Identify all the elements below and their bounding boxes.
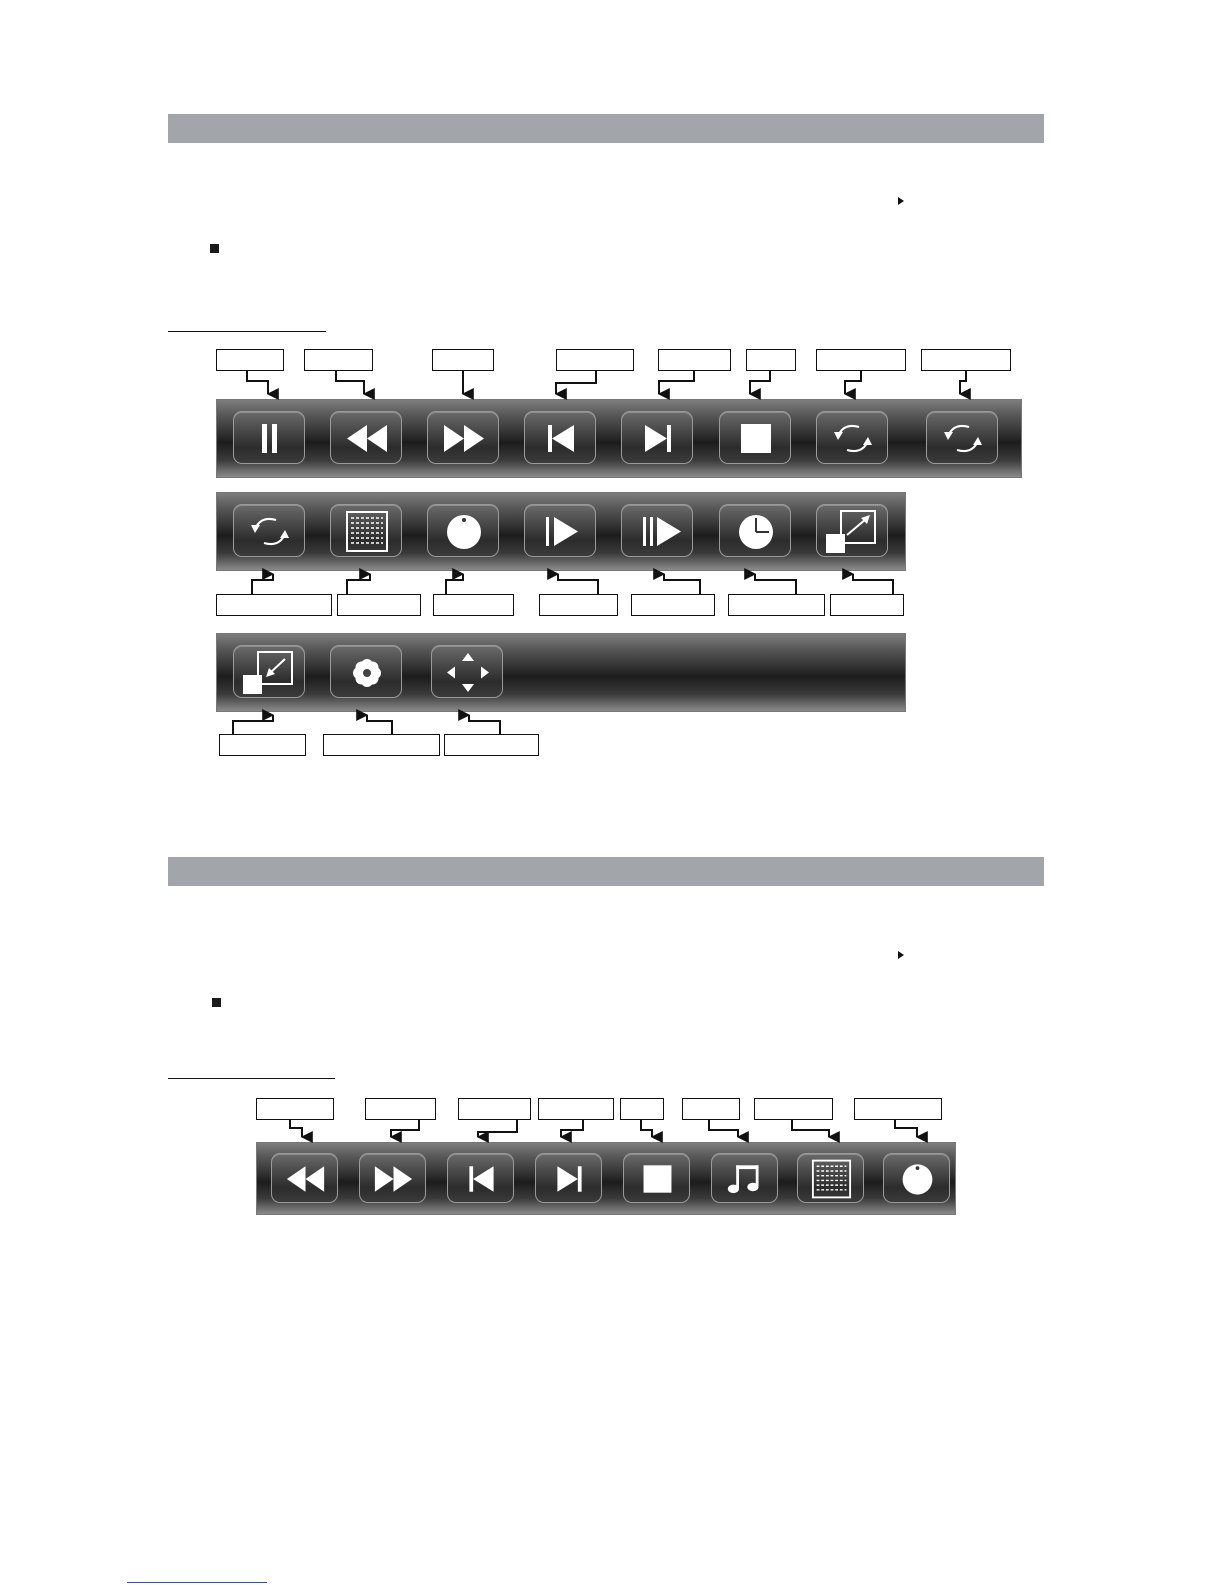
navigation-arrows-icon [432, 646, 504, 699]
settings-gear-icon [331, 646, 403, 699]
repeat-ab-button[interactable] [926, 411, 998, 464]
label-box-pause [216, 349, 284, 371]
volume-knob-icon [884, 1154, 951, 1204]
label-box-skip-previous [458, 1098, 531, 1120]
label-box-skip-previous [556, 349, 634, 371]
pause-button[interactable] [233, 411, 305, 464]
label-box-volume [433, 594, 514, 616]
skip-next-button[interactable] [535, 1153, 602, 1203]
label-box-repeat [816, 349, 906, 371]
playlist-icon [798, 1154, 865, 1204]
section-header-bar-2 [168, 857, 1044, 886]
skip-next-button[interactable] [621, 411, 693, 464]
pause-icon [234, 412, 306, 465]
bullet-square-icon [210, 244, 219, 253]
repeat-button[interactable] [816, 411, 888, 464]
stop-icon [624, 1154, 691, 1204]
slow-play-button[interactable] [621, 504, 693, 557]
label-box-zoom-in [830, 594, 904, 616]
fast-forward-button[interactable] [359, 1153, 426, 1203]
rewind-button[interactable] [271, 1153, 338, 1203]
zoom-in-icon [817, 505, 889, 558]
label-box-stop [746, 349, 796, 371]
repeat-icon [817, 412, 889, 465]
zoom-out-button[interactable] [233, 645, 305, 698]
label-box-volume [854, 1098, 942, 1120]
music-note-icon [712, 1154, 779, 1204]
stop-button[interactable] [719, 411, 791, 464]
control-toolbar-row-3 [216, 633, 906, 712]
volume-knob-button[interactable] [427, 504, 499, 557]
navigation-button[interactable] [431, 645, 503, 698]
stop-icon [720, 412, 792, 465]
subheading-underline [168, 1078, 335, 1079]
shuffle-repeat-icon [234, 505, 306, 558]
repeat-ab-icon [927, 412, 999, 465]
label-box-shuffle-repeat [216, 594, 332, 616]
shuffle-repeat-button[interactable] [233, 504, 305, 557]
skip-previous-button[interactable] [447, 1153, 514, 1203]
label-box-playlist [754, 1098, 833, 1120]
slow-play-icon [622, 505, 694, 558]
fast-forward-icon [428, 412, 500, 465]
label-box-skip-next [538, 1098, 614, 1120]
rewind-icon [331, 412, 403, 465]
step-forward-button[interactable] [524, 504, 596, 557]
label-box-stop [620, 1098, 664, 1120]
clock-icon [720, 505, 792, 558]
playlist-button[interactable] [797, 1153, 864, 1203]
skip-previous-icon [448, 1154, 515, 1204]
skip-previous-button[interactable] [524, 411, 596, 464]
step-forward-icon [525, 505, 597, 558]
footer-link-rule [127, 1582, 267, 1583]
skip-previous-icon [525, 412, 597, 465]
label-box-zoom-out [219, 734, 306, 756]
label-box-slow-play [631, 594, 715, 616]
label-box-step-forward [539, 594, 618, 616]
label-box-playlist [337, 594, 421, 616]
label-box-skip-next [658, 349, 731, 371]
subheading-underline [168, 331, 326, 332]
music-button[interactable] [711, 1153, 778, 1203]
music-control-toolbar [256, 1142, 956, 1215]
control-toolbar-row-2 [216, 492, 906, 571]
label-box-clock [728, 594, 825, 616]
label-box-rewind [304, 349, 373, 371]
volume-knob-button[interactable] [883, 1153, 950, 1203]
zoom-out-icon [234, 646, 306, 699]
label-box-navigation [444, 734, 539, 756]
label-box-rewind [256, 1098, 334, 1120]
skip-next-icon [536, 1154, 603, 1204]
fast-forward-button[interactable] [427, 411, 499, 464]
volume-knob-icon [428, 505, 500, 558]
play-marker-icon [898, 951, 904, 959]
clock-button[interactable] [719, 504, 791, 557]
fast-forward-icon [360, 1154, 427, 1204]
settings-button[interactable] [330, 645, 402, 698]
skip-next-icon [622, 412, 694, 465]
bullet-square-icon [212, 998, 221, 1007]
playlist-button[interactable] [330, 504, 402, 557]
zoom-in-button[interactable] [816, 504, 888, 557]
stop-button[interactable] [623, 1153, 690, 1203]
section-header-bar-1 [168, 114, 1044, 143]
label-box-fast-forward [432, 349, 494, 371]
play-marker-icon [898, 197, 904, 205]
rewind-button[interactable] [330, 411, 402, 464]
label-box-repeat-ab [921, 349, 1011, 371]
rewind-icon [272, 1154, 339, 1204]
label-box-fast-forward [365, 1098, 436, 1120]
playlist-icon [331, 505, 403, 558]
label-box-settings [323, 734, 440, 756]
control-toolbar-row-1 [216, 399, 1022, 478]
label-box-music [682, 1098, 740, 1120]
